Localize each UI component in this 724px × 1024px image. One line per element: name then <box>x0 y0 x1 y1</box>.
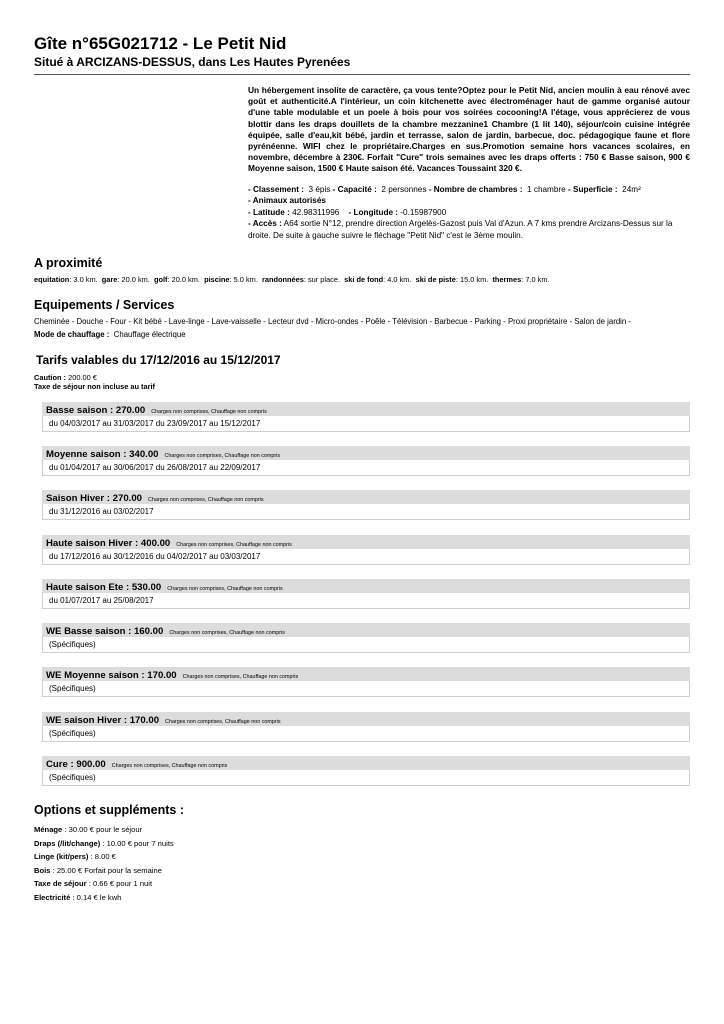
rate-header <box>42 490 690 504</box>
rate-name: WE saison Hiver : 170.00 <box>46 714 160 726</box>
classement-label: - Classement : <box>248 184 304 194</box>
equipements-section <box>34 298 690 340</box>
capacite-value: 2 personnes <box>381 184 427 194</box>
rate-card <box>42 579 690 615</box>
rate-name: WE Moyenne saison : 170.00 <box>46 670 177 682</box>
rate-note: Charges non comprises, Chauffage non compris <box>176 541 292 548</box>
prox-label: ski de fond <box>344 275 384 285</box>
description-text: Un hébergement insolite de caractère, ça vous tente?Optez pour le Petit Nid, ancien moulin à eau rénové avec goût et authenticité.A l'intérieur, un coin kitchenette avec électroménager haut de gamme organisé autour d'une table modulable et un poele à bois pour vos soirées cocooning!A l'étage, vous apprécierez de vous blottir dans les draps douillets de la chambre mezzanine1 Chambre (1 lit 140), séjour/coin cuisine intégrée équipée, salle d'eau,kit bébé, jardin et terrasse, salon de jardin, barbecue, doc. pédagogique faune et flore pyrénéenne. WIFI chez le propriétaire.Charges en sus.Promotion semaine hors vacances scolaires, en novembre, décembre à 230€. Forfait "Cure" trois semaines avec les draps offerts : 750 € Basse saison, 900 € Moyenne saison, 1500 € Haute saison été. Vacances Toussaint 320 €. <box>248 85 690 174</box>
equipements-heading: Equipements / Services <box>34 298 175 313</box>
acces-value: A64 sortie N°12, prendre direction Argelès-Gazost puis Val d'Azun. A 7 kms prendre Arcizans-Dessus sur la droite. De suite à gauche suivre le fléchage "Petit Nid" c'est le 3ème moulin. <box>248 219 673 240</box>
rate-dates: du 17/12/2016 au 30/12/2016 du 04/02/2017 au 03/03/2017 <box>42 549 690 565</box>
rate-header <box>42 535 690 549</box>
header-divider <box>34 74 690 75</box>
rate-card <box>42 623 690 659</box>
prox-value: 7.0 km. <box>525 275 550 285</box>
proximite-list: equitation: 3.0 km. gare: 20.0 km. golf: 20.0 km. piscine: 5.0 km. randonnées: sur place. ski de fond: 4.0 km. ski de piste: 15.0 km. thermes: 7.0 km. <box>34 275 550 285</box>
rate-card <box>42 490 690 526</box>
rate-note: Charges non comprises, Chauffage non compris <box>151 408 267 415</box>
rate-card <box>42 535 690 571</box>
caution-value: 200.00 € <box>68 372 97 382</box>
prox-label: piscine <box>204 275 230 285</box>
prox-label: equitation <box>34 275 70 285</box>
rate-dates: (Spécifiques) <box>42 770 690 786</box>
option-value: 25.00 € Forfait pour la semaine <box>56 865 162 875</box>
proximite-section <box>34 256 690 285</box>
option-label: Bois <box>34 865 51 875</box>
rate-header <box>42 756 690 770</box>
specs-row-capacity <box>248 184 690 196</box>
specs-block <box>248 184 690 242</box>
options-section <box>34 803 690 905</box>
page-subtitle: Situé à ARCIZANS-DESSUS, dans Les Hautes Pyrenées <box>34 55 351 69</box>
prox-value: 4.0 km. <box>387 275 412 285</box>
option-row: Linge (kit/pers) : 8.00 € <box>34 852 116 862</box>
chambres-value: 1 chambre <box>527 184 566 194</box>
rate-dates: (Spécifiques) <box>42 726 690 742</box>
page-title: Gîte n°65G021712 - Le Petit Nid <box>34 34 287 53</box>
rate-dates: du 04/03/2017 au 31/03/2017 du 23/09/2017 au 15/12/2017 <box>42 416 690 432</box>
option-label: Taxe de séjour <box>34 879 87 889</box>
option-value: 0.14 € le kwh <box>76 892 122 902</box>
option-row: Bois : 25.00 € Forfait pour la semaine <box>34 865 162 875</box>
rate-header <box>42 667 690 681</box>
rate-dates: (Spécifiques) <box>42 637 690 653</box>
prox-value: sur place. <box>307 275 341 285</box>
rate-note: Charges non comprises, Chauffage non compris <box>167 585 283 592</box>
rate-name: Cure : 900.00 <box>46 759 106 770</box>
options-list <box>34 823 690 905</box>
animaux-text: - Animaux autorisés <box>248 196 326 206</box>
description-block <box>248 85 690 241</box>
prox-label: thermes <box>492 275 522 285</box>
rate-header <box>42 579 690 593</box>
prox-value: 3.0 km. <box>73 275 98 285</box>
rate-header <box>42 623 690 637</box>
option-value: 10.00 € pour 7 nuits <box>106 838 174 848</box>
capacite-label: - Capacité : <box>332 184 377 194</box>
equipements-list: Cheminée - Douche - Four - Kit bébé - Lave-linge - Lave-vaisselle - Lecteur dvd - Micro-ondes - Poêle - Télévision - Barbecue - Parking - Proxi propriétaire - Salon de jardin - <box>34 317 632 327</box>
specs-row-coordinates <box>248 207 690 219</box>
classement-value: 3 épis <box>308 184 331 194</box>
options-heading: Options et suppléments : <box>34 803 185 817</box>
taxe-note: Taxe de séjour non incluse au tarif <box>34 382 156 392</box>
rate-note: Charges non comprises, Chauffage non compris <box>164 452 281 459</box>
rate-card <box>42 446 690 482</box>
tarifs-section <box>34 353 690 792</box>
option-row: Ménage : 30.00 € pour le séjour <box>34 825 143 834</box>
prox-label: ski de piste <box>415 275 456 285</box>
chauffage-row <box>34 330 690 340</box>
rate-dates: du 01/07/2017 au 25/08/2017 <box>42 593 690 609</box>
rate-note: Charges non comprises, Chauffage non compris <box>148 497 264 504</box>
option-value: 0.66 € pour 1 nuit <box>92 879 153 889</box>
superficie-value: 24m² <box>622 184 641 194</box>
rate-card <box>42 402 690 438</box>
option-row: Taxe de séjour : 0.66 € pour 1 nuit <box>34 879 153 889</box>
option-label: Electricité <box>34 892 71 902</box>
rate-header <box>42 712 690 726</box>
option-row: Electricité : 0.14 € le kwh <box>34 892 122 902</box>
document-page <box>34 34 690 905</box>
tarifs-heading: Tarifs valables du 17/12/2016 au 15/12/2017 <box>36 352 281 367</box>
option-label: Ménage <box>34 825 63 834</box>
superficie-label: - Superficie : <box>568 184 618 194</box>
longitude-value: -0.15987900 <box>400 207 447 217</box>
rate-dates: (Spécifiques) <box>42 681 690 697</box>
option-label: Linge (kit/pers) <box>34 852 89 862</box>
rate-note: Charges non comprises, Chauffage non compris <box>169 630 285 637</box>
prox-value: 5.0 km. <box>233 275 258 285</box>
option-label: Draps (/lit/change) <box>34 838 101 848</box>
prox-label: golf <box>153 275 168 285</box>
prox-value: 20.0 km. <box>121 275 150 285</box>
chambres-label: - Nombre de chambres : <box>428 184 523 194</box>
prox-value: 15.0 km. <box>459 275 489 285</box>
rate-name: Moyenne saison : 340.00 <box>46 448 159 460</box>
rate-card <box>42 667 690 703</box>
rate-card <box>42 712 690 748</box>
rate-name: Haute saison Hiver : 400.00 <box>46 537 171 549</box>
rate-note: Charges non comprises, Chauffage non compris <box>165 718 281 725</box>
rate-name: Haute saison Ete : 530.00 <box>46 581 162 593</box>
specs-row-animals <box>248 195 690 207</box>
rate-dates: du 01/04/2017 au 30/06/2017 du 26/08/2017 au 22/09/2017 <box>42 460 690 476</box>
caution-label: Caution : <box>34 372 67 382</box>
chauffage-label: Mode de chauffage : <box>34 329 110 339</box>
acces-label: - Accès : <box>248 219 282 229</box>
rate-name: Basse saison : 270.00 <box>46 404 146 416</box>
rate-header <box>42 402 690 416</box>
rate-note: Charges non comprises, Chauffage non compris <box>182 674 299 681</box>
rate-card <box>42 756 690 792</box>
rate-note: Charges non comprises, Chauffage non compris <box>111 763 228 769</box>
chauffage-value: Chauffage électrique <box>113 329 186 339</box>
specs-row-access <box>248 218 690 241</box>
prox-value: 20.0 km. <box>171 275 200 285</box>
rate-header <box>42 446 690 460</box>
option-value: 8.00 € <box>94 852 116 862</box>
prox-label: gare <box>101 275 118 285</box>
proximite-heading: A proximité <box>34 256 103 271</box>
prox-label: randonnées <box>261 275 304 285</box>
rate-dates: du 31/12/2016 au 03/02/2017 <box>42 504 690 520</box>
latitude-label: - Latitude : <box>248 207 290 217</box>
option-value: 30.00 € pour le séjour <box>68 825 143 834</box>
rate-list <box>42 402 690 792</box>
longitude-label: - Longitude : <box>348 207 399 217</box>
caution-row <box>34 373 690 383</box>
rate-name: WE Basse saison : 160.00 <box>46 626 164 638</box>
option-row: Draps (/lit/change) : 10.00 € pour 7 nuits <box>34 838 174 848</box>
rate-name: Saison Hiver : 270.00 <box>46 493 142 505</box>
latitude-value: 42.98311996 <box>292 207 340 217</box>
